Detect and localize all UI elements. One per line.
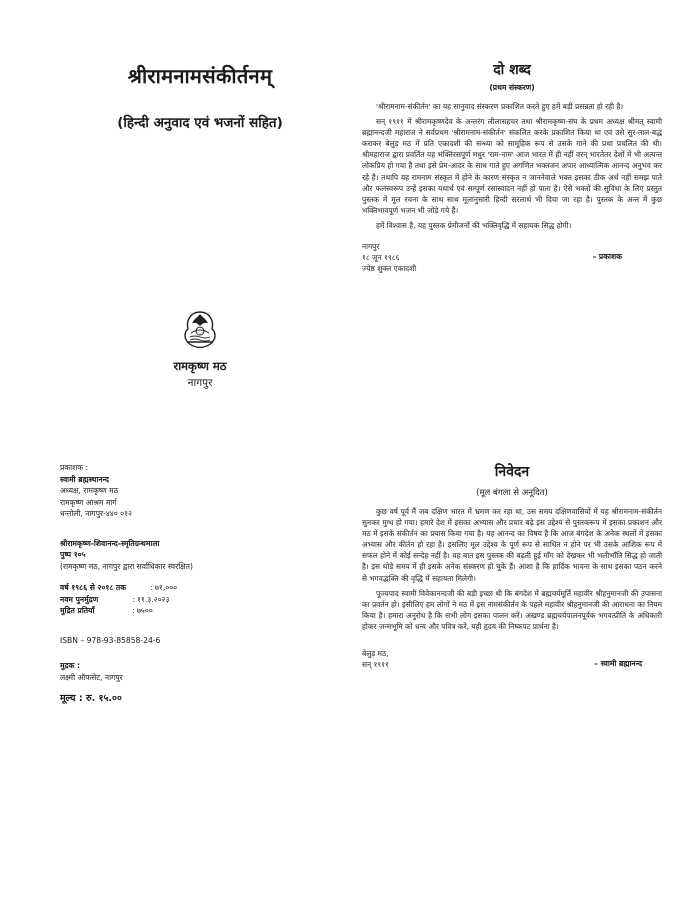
nivedan-signature: – स्वामी ब्रह्मानन्द [594, 659, 642, 669]
do-shabd-paragraph: 'श्रीरामनाम-संकीर्तन' का यह सानुवाद संस्करण प्रकाशित करते हुए हमें बड़ी प्रसन्नता हो रही है। [376, 102, 624, 111]
printer-label: मुद्रक : [60, 661, 81, 670]
series-name: श्रीरामकृष्ण-शिवानन्द-स्मृतिग्रन्थमाला [60, 538, 160, 548]
edition-row [60, 594, 350, 606]
edition-label: नवम पुनर्मुद्रण [60, 594, 99, 604]
edition-row [60, 605, 350, 617]
rights-notice: (रामकृष्ण मठ, नागपुर द्वारा सर्वाधिकार स्वरक्षित) [60, 561, 193, 571]
do-shabd-tithi: ज्येष्ठ शुक्ल एकादशी [362, 264, 417, 274]
series-flower-number: पुष्प १०५ [60, 550, 86, 559]
cover-section [60, 60, 340, 420]
do-shabd-paragraph: हमें विश्वास है, यह पुस्तक प्रेमीजनों की भक्तिवृद्धि में सहायक सिद्ध होगी। [376, 220, 572, 230]
imprint-address-line-2: धन्तोली, नागपुर-४४० ०१२ [60, 509, 132, 518]
edition-value: : ११.३.२०२३ [132, 594, 170, 604]
nivedan-place: बेलुड़ मठ, [362, 649, 389, 659]
printer-name: लक्ष्मी ऑफसेट, नागपुर [60, 672, 123, 682]
nivedan-section [362, 462, 662, 862]
do-shabd-signature: – प्रकाशक [592, 252, 622, 262]
do-shabd-section [362, 60, 662, 440]
edition-label: मुद्रित प्रतियाँ [60, 606, 95, 615]
publisher-label: प्रकाशक : [60, 463, 89, 472]
nivedan-paragraph: पूज्यपाद स्वामी विवेकानन्दजी की बड़ी इच्छा थी कि बंगदेश में ब्रह्मचर्यमूर्ति महावीर श्रीहनुमानजी की उपासना का प्रवर्तन हो। इसीलिए हम लोगों ने मठ में इस नामसंकीर्तन के पहले महावीर श्रीहनुमानजी की आराधना का नियम किया है। हमारा अनुरोध है कि सभी लोग इसका पालन करें। अखण्ड ब्रह्मचर्यपालनपूर्वक भगवत्प्रीति के अधिकारी होकर जन्मभूमि को धन्य और पवित्र करें, यही हृदय की निष्कपट प्रार्थना है। [362, 588, 662, 631]
book-subtitle: (हिन्दी अनुवाद एवं भजनों सहित) [117, 115, 283, 131]
isbn: ISBN – 978-93-85858-24-6 [60, 635, 161, 645]
imprint-address-line-1: रामकृष्ण आश्रम मार्ग [60, 497, 117, 507]
do-shabd-place: नागपुर [362, 242, 380, 252]
nivedan-heading: निवेदन [494, 464, 530, 480]
nivedan-signature-block [362, 648, 662, 670]
edition-label: वर्ष १९८६ से २०१८ तक [60, 583, 127, 592]
price: मूल्य : रु. १५.०० [60, 693, 122, 704]
edition-value: : ७५०० [132, 606, 153, 615]
edition-value: : ७१,००० [150, 583, 178, 592]
nivedan-year: सन् १९११ [362, 660, 389, 670]
do-shabd-signature-block [362, 241, 662, 274]
nivedan-subheading: (मूल बंगला से अनूदित) [476, 488, 548, 498]
publisher-city: नागपुर [187, 377, 213, 389]
imprint-publisher-role: अध्यक्ष, रामकृष्ण मठ [60, 486, 119, 495]
do-shabd-paragraph: सन् १९११ में श्रीरामकृष्णदेव के अन्तरंग लीलासहचर तथा श्रीरामकृष्ण-संघ के प्रथम अध्यक्ष श्रीमत् स्वामी ब्रह्मानन्दजी महाराज ने सर्वप्रथम 'श्रीरामनाम-संकीर्तन' संकलित करके प्रकाशित किया था एवं उसे सुर-ताल-बद्ध कराकर बेलुड़ मठ में प्रति एकादशी की सन्ध्या को सामूहिक रूप से उसके गाने की प्रथा प्रचलित की थी। श्रीमहाराज द्वारा प्रवर्तित यह भक्तिरसपूर्ण मधुर 'राम-नाम' आज भारत में ही नहीं वरन् भारतेतर देशों में भी अत्यन्त लोकप्रिय हो गया है तथा इसे प्रेम-आदर के साथ गाते हुए अगणित भक्तजन अपार आध्यात्मिक आनन्द अनुभव कर रहे हैं। तथापि यह रामनाम संस्कृत में होने के कारण संस्कृत न जाननेवाले भक्त इसका ठीक अर्थ नहीं समझ पाते और फलस्वरूप उन्हें इसका यथार्थ एवं सम्पूर्ण रसास्वादन नहीं हो पाता है। ऐसे भक्तों की सुविधा के लिए प्रस्तुत पुस्तक में मूल रचना के साथ साथ मूलानुसारी हिन्दी सरलार्थ भी दिया जा रहा है। पुस्तक के अन्त में कुछ भक्तिभावपूर्ण भजन भी जोड़े गये हैं। [362, 117, 662, 215]
do-shabd-subheading: (प्रथम संस्करण) [489, 83, 535, 92]
publisher-name: रामकृष्ण मठ [173, 359, 227, 373]
ramakrishna-math-emblem-icon [180, 309, 220, 355]
nivedan-paragraph: कुछ वर्ष पूर्व मैं जब दक्षिण भारत में भ्रमण कर रहा था, उस समय दक्षिणवासियों में यह श्रीरामनाम-संकीर्तन सुनकर मुग्ध हो गया। हमारे देश में इसका अभ्यास और प्रचार बढ़े इस उद्देश्य से पुस्तकरूप में इसका प्रकाशन और मठ में इसके संकीर्तन का प्रयास किया गया है। यह आनन्द का विषय है कि आज बंगदेश के अनेक स्थलों में इसका अभ्यास और कीर्तन हो रहा है। इसलिए मूल उद्देश्य के पूर्ण रूप से साधित न होने पर भी उसके आंशिक रूप में सफल होने में कोई सन्देह नहीं है। यह बात इस पुस्तक की बढ़ती हुई माँग को देखकर भी भलीभाँति सिद्ध हो जाती है। इस थोड़े समय में ही इसके अनेक संस्करण हो चुके हैं। आशा है कि हार्दिक भावना के साथ इसका पठन करने से भगवद्भक्ति की वृद्धि में सहायता मिलेगी। [362, 507, 662, 583]
edition-row [60, 582, 350, 594]
book-title: श्रीरामनामसंकीर्तनम् [127, 64, 273, 88]
do-shabd-date: १८ जून १९८६ [362, 253, 400, 263]
imprint-publisher-name: स्वामी ब्रह्मस्थानन्द [60, 474, 109, 484]
do-shabd-heading: दो शब्द [493, 62, 531, 78]
imprint-section [60, 462, 350, 862]
